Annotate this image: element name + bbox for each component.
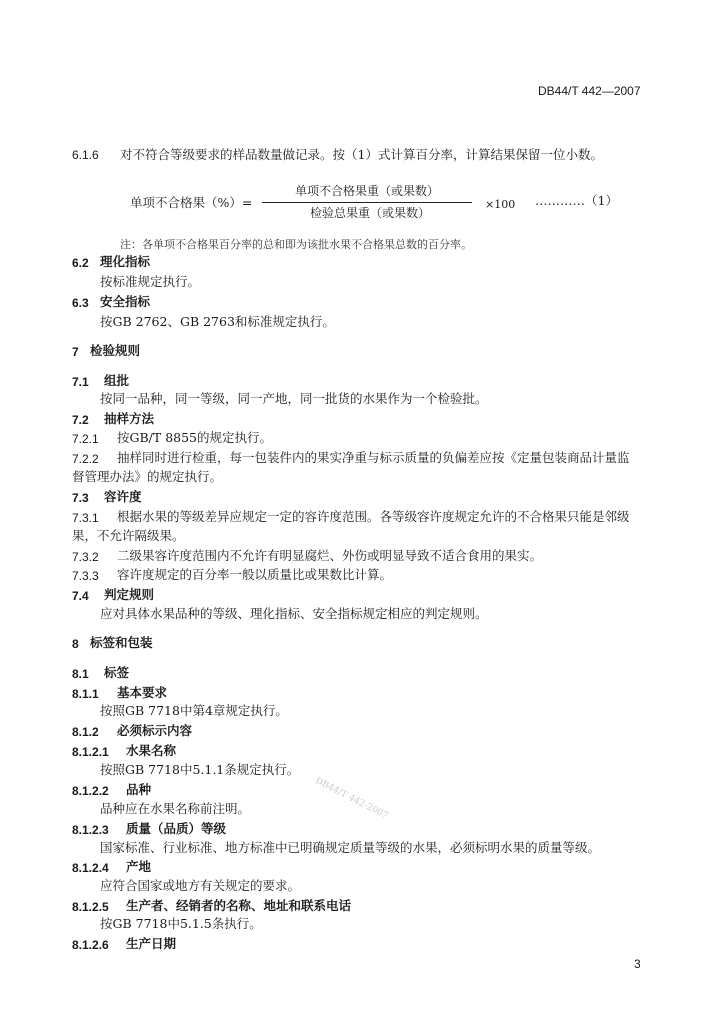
section-body: 按同一品种，同一等级，同一产地，同一批货的水果作为一个检验批。	[100, 391, 488, 406]
item-number: 8.1.2.6	[72, 938, 109, 952]
section-title: 容许度	[104, 489, 142, 504]
item-title: 生产日期	[126, 936, 177, 951]
item-number: 8.1.2.5	[72, 900, 109, 914]
clause-text: 对不符合等级要求的样品数量做记录。按（1）式计算百分率，计算结果保留一位小数。	[120, 147, 603, 162]
section-title: 理化指标	[100, 254, 151, 269]
item-title: 水果名称	[126, 743, 177, 758]
subsection-title: 必须标示内容	[117, 723, 193, 738]
chapter-title: 检验规则	[90, 343, 141, 358]
formula-factor: ×100	[485, 198, 516, 211]
clause-number: 7.3.3	[72, 569, 99, 583]
clause-number: 7.2.1	[72, 432, 99, 446]
item-number: 8.1.2.3	[72, 823, 109, 837]
section-number: 7.3	[72, 491, 89, 505]
section-title: 标签	[104, 665, 130, 680]
section-number: 6.3	[72, 296, 89, 310]
fraction-bar	[262, 202, 472, 203]
equation-number: …………（1）	[535, 193, 618, 208]
item-body: 品种应在水果名称前注明。	[100, 801, 251, 816]
clause-number: 7.3.2	[72, 550, 99, 564]
clause-text-line2: 督管理办法》的规定执行。	[72, 469, 223, 484]
item-body: 应符合国家或地方有关规定的要求。	[100, 878, 301, 893]
chapter-title: 标签和包装	[90, 635, 153, 650]
chapter-number: 7	[72, 345, 79, 359]
item-title: 质量（品质）等级	[126, 821, 227, 836]
clause-text: 容许度规定的百分率一般以质量比或果数比计算。	[117, 567, 393, 582]
formula-denominator: 检验总果重（或果数）	[310, 206, 431, 220]
subsection-title: 基本要求	[117, 685, 168, 700]
clause-text: 按GB/T 8855的规定执行。	[117, 430, 273, 445]
section-title: 安全指标	[100, 294, 151, 309]
item-title: 生产者、经销者的名称、地址和联系电话	[126, 898, 352, 913]
section-number: 8.1	[72, 667, 89, 681]
item-body: 按GB 7718中5.1.5条执行。	[100, 916, 262, 931]
note: 注：各单项不合格果百分率的总和即为该批水果不合格果总数的百分率。	[120, 238, 472, 251]
clause-text-line1: 根据水果的等级差异应规定一定的容许度范围。各等级容许度规定允许的不合格果只能是邻级	[117, 509, 630, 524]
watermark: DB44/T 442-2007	[313, 776, 390, 822]
section-body: 按标准规定执行。	[100, 274, 201, 289]
clause-number: 7.2.2	[72, 452, 99, 466]
item-number: 8.1.2.4	[72, 861, 109, 875]
subsection-body: 按照GB 7718中第4章规定执行。	[100, 703, 288, 718]
section-body: 应对具体水果品种的等级、理化指标、安全指标规定相应的判定规则。	[100, 606, 488, 621]
item-title: 品种	[126, 782, 152, 797]
section-title: 抽样方法	[104, 411, 155, 426]
item-number: 8.1.2.2	[72, 784, 109, 798]
section-number: 6.2	[72, 256, 89, 270]
item-number: 8.1.2.1	[72, 745, 109, 759]
clause-text: 二级果容许度范围内不允许有明显腐烂、外伤或明显导致不适合食用的果实。	[117, 548, 543, 563]
formula-numerator: 单项不合格果重（或果数）	[295, 184, 440, 198]
clause-number: 7.3.1	[72, 511, 99, 525]
chapter-number: 8	[72, 637, 79, 651]
page-number: 3	[634, 957, 641, 971]
formula-lhs: 单项不合格果（%）=	[130, 195, 253, 210]
clause-number: 6.1.6	[72, 148, 99, 162]
section-title: 判定规则	[104, 587, 155, 602]
item-body: 按照GB 7718中5.1.1条规定执行。	[100, 762, 300, 777]
item-body: 国家标准、行业标准、地方标准中已明确规定质量等级的水果，必须标明水果的质量等级。	[100, 840, 601, 855]
clause-text-line1: 抽样同时进行检重，每一包装件内的果实净重与标示质量的负偏差应按《定量包装商品计量监	[117, 450, 630, 465]
item-title: 产地	[126, 859, 152, 874]
subsection-number: 8.1.2	[72, 725, 99, 739]
subsection-number: 8.1.1	[72, 687, 99, 701]
section-number: 7.2	[72, 413, 89, 427]
document-id: DB44/T 442—2007	[538, 84, 641, 98]
section-number: 7.1	[72, 375, 89, 389]
clause-text-line2: 果，不允许隔级果。	[72, 528, 185, 543]
section-number: 7.4	[72, 589, 89, 603]
section-title: 组批	[104, 373, 130, 388]
section-body: 按GB 2762、GB 2763和标准规定执行。	[100, 314, 335, 329]
